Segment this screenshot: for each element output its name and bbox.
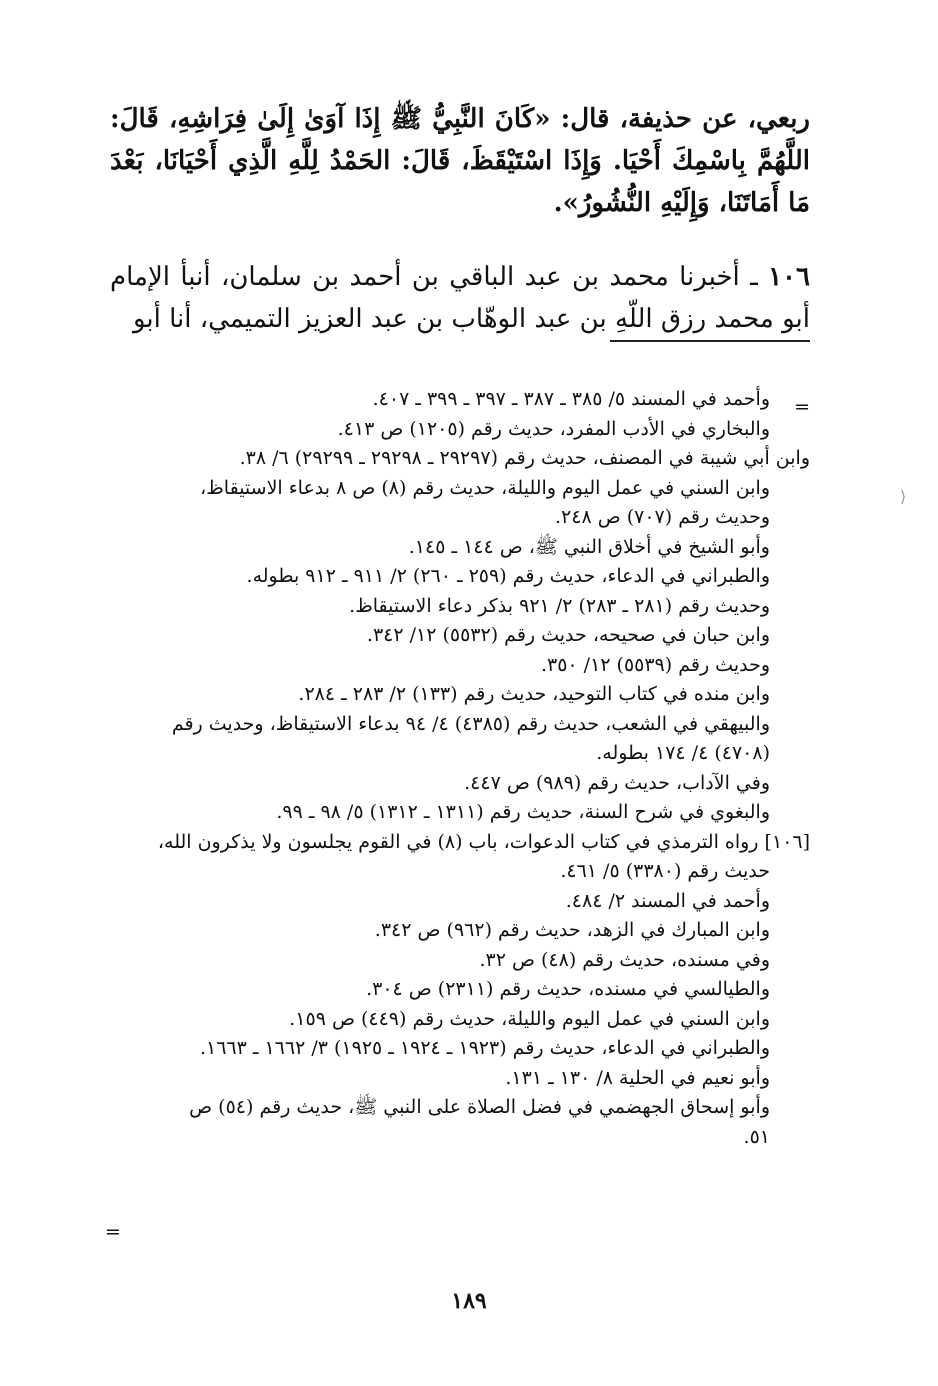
footnote-line: وابن منده في كتاب التوحيد، حديث رقم (١٣٣) ٢/ ٢٨٣ ـ ٢٨٤. bbox=[298, 683, 770, 705]
footnote-line: والطيالسي في مسنده، حديث رقم (٢٣١١) ص ٣٠٤. bbox=[366, 978, 770, 1000]
footnote-line: وحديث رقم (٧٠٧) ص ٢٤٨. bbox=[555, 506, 770, 528]
paragraph-hadith: ربعي، عن حذيفة، قال: «كَانَ النَّبِيُّ ﷺ إِذَا آوَىٰ إِلَىٰ فِرَاشِهِ، قَالَ: اللَّهُمَّ بِاسْمِكَ أَحْيَا. وَإِذَا اسْتَيْقَظَ، قَالَ: الحَمْدُ لِلَّهِ الَّذِي أَحْيَانَا، بَعْدَ مَا أَمَاتَنَا، وَإِلَيْهِ النُّشُورُ». bbox=[110, 104, 810, 218]
footnote-line: وأحمد في المسند ٥/ ٣٨٥ ـ ٣٨٧ ـ ٣٩٧ ـ ٣٩٩ ـ ٤٠٧. bbox=[372, 388, 770, 410]
hadith-number: ١٠٦ bbox=[768, 262, 810, 292]
paragraph-106-text: ـ أخبرنا محمد بن عبد الباقي بن أحمد بن سلمان، أنبأ الإمام أبو محمد رزق اللّهِ بن عبد الوهّاب بن عبد العزيز التميمي، أنا أبو bbox=[110, 262, 810, 334]
footnote-line: والبيهقي في الشعب، حديث رقم (٤٣٨٥) ٤/ ٩٤ بدعاء الاستيقاظ، وحديث رقم bbox=[171, 712, 770, 735]
footnote-line: وأحمد في المسند ٢/ ٤٨٤. bbox=[565, 889, 770, 912]
main-text bbox=[110, 98, 810, 340]
footnote-line: وأبو الشيخ في أخلاق النبي ﷺ، ص ١٤٤ ـ ١٤٥. bbox=[408, 535, 770, 558]
footnote-line: (٤٧٠٨) ٤/ ١٧٤ بطوله. bbox=[596, 742, 770, 764]
margin-mark: ⟨ bbox=[900, 487, 907, 506]
footnote-line: وابن أبي شيبة في المصنف، حديث رقم (٢٩٢٩٧ ـ ٢٩٢٩٨ ـ ٢٩٢٩٩) ٦/ ٣٨. bbox=[239, 447, 810, 469]
footnote-line: وابن حبان في صحيحه، حديث رقم (٥٥٣٢) ١٢/ ٣٤٢. bbox=[366, 624, 770, 646]
footnote-line: وابن السني في عمل اليوم والليلة، حديث رقم (٤٤٩) ص ١٥٩. bbox=[289, 1007, 770, 1030]
footnote-line: والبخاري في الأدب المفرد، حديث رقم (١٢٠٥) ص ٤١٣. bbox=[337, 417, 770, 440]
footnote-line: وأبو نعيم في الحلية ٨/ ١٣٠ ـ ١٣١. bbox=[505, 1066, 770, 1089]
footnote-line: ٥١. bbox=[743, 1125, 770, 1148]
footnote-line: والطبراني في الدعاء، حديث رقم (٢٥٩ ـ ٢٦٠) ٢/ ٩١١ ـ ٩١٢ بطوله. bbox=[246, 565, 770, 587]
footnote-line: وفي الآداب، حديث رقم (٩٨٩) ص ٤٤٧. bbox=[464, 771, 770, 794]
footnotes bbox=[110, 385, 810, 1152]
footnote-line: والبغوي في شرح السنة، حديث رقم (١٣١١ ـ ١٣١٢) ٥/ ٩٨ ـ ٩٩. bbox=[276, 801, 770, 823]
footnote-line: وابن السني في عمل اليوم والليلة، حديث رقم (٨) ص ٨ بدعاء الاستيقاظ، bbox=[200, 476, 770, 499]
continuation-mark-start: = bbox=[794, 396, 810, 418]
page-number: ١٨٩ bbox=[451, 1288, 487, 1314]
continuation-mark-end: = bbox=[105, 1221, 121, 1243]
footnote-line: والطبراني في الدعاء، حديث رقم (١٩٢٣ ـ ١٩٢٤ ـ ١٩٢٥) ٣/ ١٦٦٢ ـ ١٦٦٣. bbox=[199, 1037, 770, 1059]
paragraph-106 bbox=[110, 256, 810, 340]
footnote-line: وفي مسنده، حديث رقم (٤٨) ص ٣٢. bbox=[479, 948, 770, 971]
footnote-106-label: [١٠٦] bbox=[764, 830, 810, 853]
footnote-line: وأبو إسحاق الجهضمي في فضل الصلاة على النبي ﷺ، حديث رقم (٥٤) ص bbox=[189, 1096, 770, 1118]
footnote-line: حديث رقم (٣٣٨٠) ٥/ ٤٦١. bbox=[560, 860, 770, 882]
footnote-106-first-line: [١٠٦] رواه الترمذي في كتاب الدعوات، باب (٨) في القوم يجلسون ولا يذكرون الله، bbox=[157, 830, 810, 853]
footnote-line: وحديث رقم (٢٨١ ـ ٢٨٣) ٢/ ٩٢١ بذكر دعاء الاستيقاظ. bbox=[349, 594, 770, 617]
footnote-line: وابن المبارك في الزهد، حديث رقم (٩٦٢) ص ٣٤٢. bbox=[374, 919, 770, 941]
footnote-line: وحديث رقم (٥٥٣٩) ١٢/ ٣٥٠. bbox=[540, 653, 770, 676]
footnote-separator bbox=[610, 340, 810, 342]
